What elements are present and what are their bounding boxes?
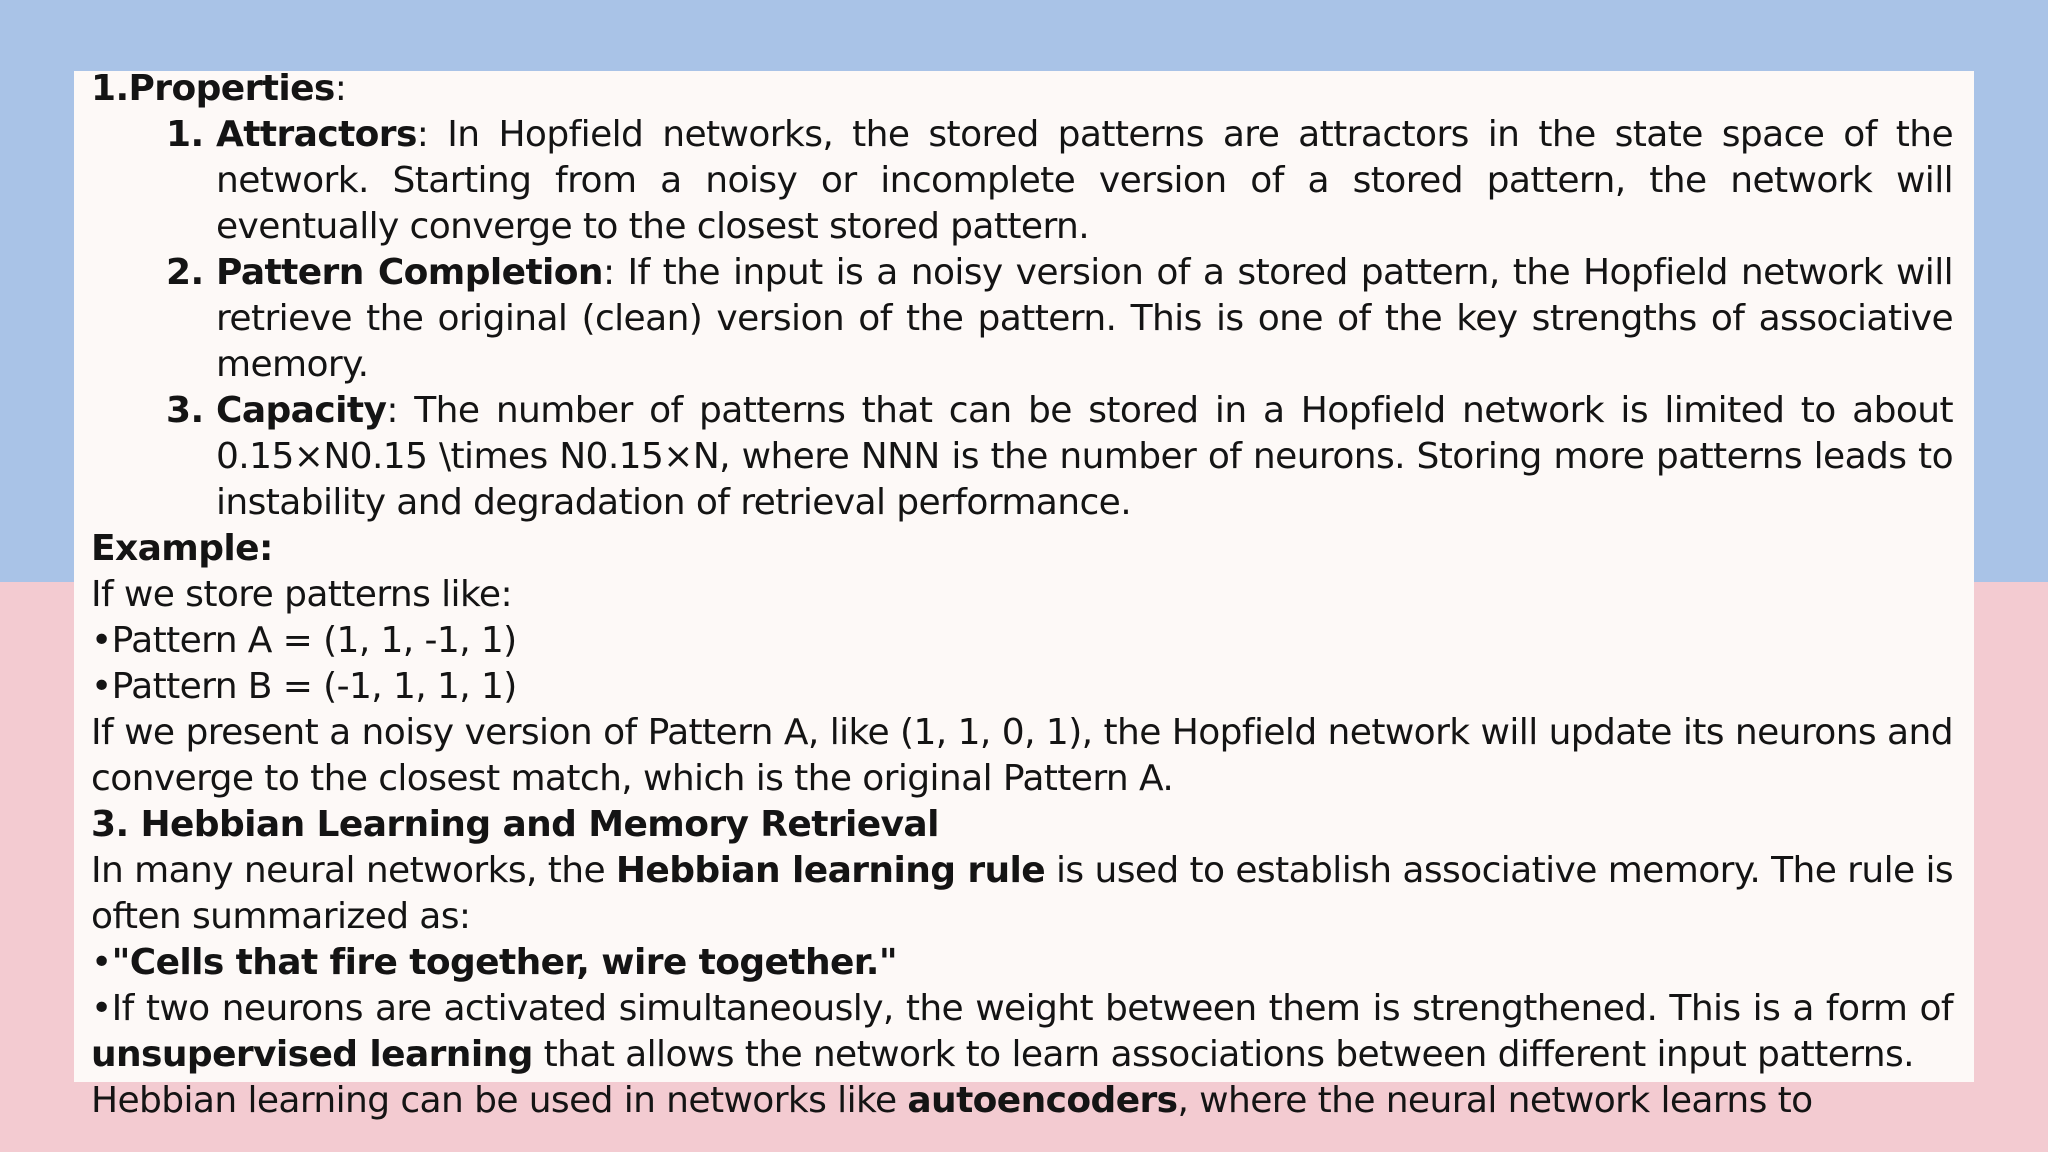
- document-content: [91, 66, 1953, 1124]
- property-term: Pattern Completion: [216, 252, 603, 293]
- property-term: Capacity: [216, 390, 387, 431]
- example-intro: If we store patterns like:: [91, 574, 512, 615]
- hebbian-quote: "Cells that fire together, wire together.": [111, 942, 898, 983]
- hebbian-intro: [91, 848, 1953, 940]
- property-number: 3.: [166, 390, 204, 431]
- hebbian-intro-text: In many neural networks, the: [91, 850, 616, 891]
- pattern-b: •Pattern B = (-1, 1, 1, 1): [91, 666, 517, 707]
- property-item-pattern-completion: [166, 250, 1953, 388]
- properties-heading-colon: :: [334, 68, 347, 109]
- property-item-attractors: [166, 112, 1953, 250]
- noisy-example-text: If we present a noisy version of Pattern A, like (1, 1, 0, 1), the Hopfield network will update its neurons and converge to the closest match, which is the original Pattern A.: [91, 712, 1953, 799]
- property-number: 2.: [166, 252, 204, 293]
- hebbian-bullet-quote: [91, 940, 1953, 986]
- properties-heading: 1.Properties: [91, 68, 335, 109]
- autoencoders-text: , where the neural network learns to: [1177, 1080, 1813, 1121]
- bullet-dot: •: [91, 942, 112, 983]
- example-heading-line: [91, 526, 1953, 572]
- property-item-capacity: [166, 388, 1953, 526]
- property-number: 1.: [166, 114, 204, 155]
- hebbian-bullet-neurons: [91, 986, 1953, 1078]
- property-text: : If the input is a noisy version of a stored pattern, the Hopfield network will retrieve the original (clean) version of the pattern. This is one of the key strengths of associative memory.: [216, 252, 1953, 385]
- property-text: : The number of patterns that can be stored in a Hopfield network is limited to about 0.15×N0.15 \times N0.15×N, where NNN is the number of neurons. Storing more patterns leads to instability and degradation of retrieval performance.: [216, 390, 1953, 523]
- properties-list: [91, 112, 1953, 526]
- property-text: : In Hopfield networks, the stored patterns are attractors in the state space of the network. Starting from a noisy or incomplete version of a stored pattern, the network will eventually converge to the closest stored pattern.: [216, 114, 1953, 247]
- autoencoders-term: autoencoders: [907, 1080, 1178, 1121]
- properties-heading-line: [91, 66, 1953, 112]
- property-term: Attractors: [216, 114, 417, 155]
- hebbian-rule-term: Hebbian learning rule: [615, 850, 1046, 891]
- hebbian-bullet-text: •If two neurons are activated simultaneously, the weight between them is strengthened. This is a form of: [91, 988, 1953, 1029]
- autoencoders-text: Hebbian learning can be used in networks like: [91, 1080, 908, 1121]
- pattern-a: •Pattern A = (1, 1, -1, 1): [91, 620, 517, 661]
- hebbian-intro-text: is used to establish associative memory. The rule is often summarized as:: [91, 850, 1953, 937]
- unsupervised-learning-term: unsupervised learning: [91, 1034, 533, 1075]
- hebbian-autoencoders-text: [91, 1078, 1953, 1124]
- example-heading: Example:: [91, 528, 273, 569]
- hebbian-bullet-text: that allows the network to learn associations between different input patterns.: [532, 1034, 1915, 1075]
- hebbian-heading-line: [91, 802, 1953, 848]
- hebbian-heading: 3. Hebbian Learning and Memory Retrieval: [91, 804, 939, 845]
